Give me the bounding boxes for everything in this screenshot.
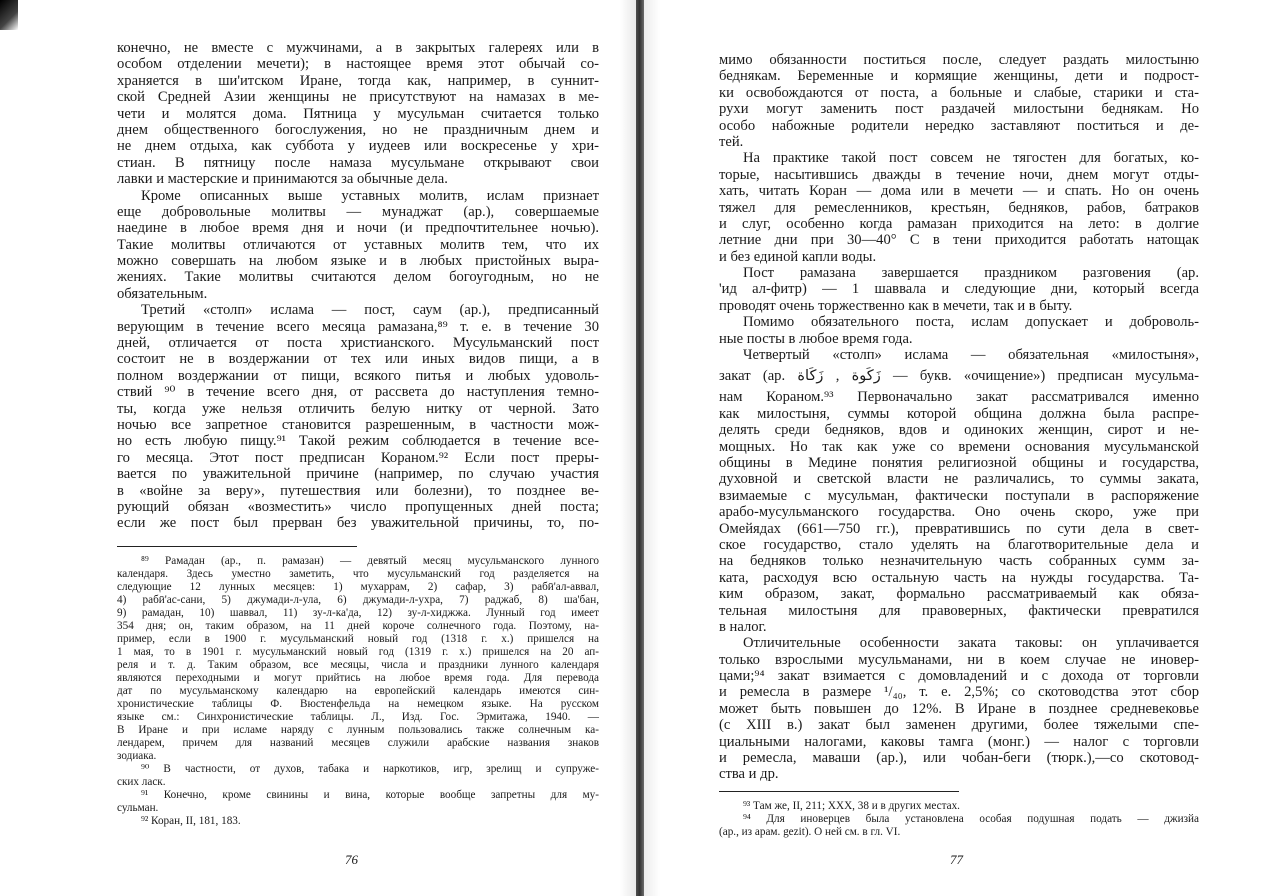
text-line: рующий обязан «возместить» число пропущенных дней поста; bbox=[117, 498, 599, 515]
page-number-right: 77 bbox=[950, 852, 963, 867]
text-line: можно совершать на любом языке и в любых пристойных выра- bbox=[117, 253, 599, 270]
text-line: тей. bbox=[719, 133, 744, 150]
footnote-line: сульман. bbox=[117, 801, 159, 814]
text-line: не днем отдыха, как суббота у иудеев или воскресенье у хри- bbox=[117, 138, 599, 155]
text-line: взимаемые с мусульман, фактически поступали в распоряжение bbox=[719, 487, 1199, 504]
left-page bbox=[117, 40, 599, 828]
text-line: беднякам. Беременные и кормящие женщины, дети и подрост- bbox=[719, 68, 1199, 85]
text-line: (с XIII в.) закат был заменен другими, более тяжелыми спе- bbox=[719, 717, 1199, 734]
text-line: На практике такой пост совсем не тягостен для богатых, ко- bbox=[743, 150, 1199, 167]
footnote-line: пример, если в 1900 г. мусульманский новый год (1318 г. х.) пришелся на bbox=[117, 632, 599, 645]
text-line: нам Кораном.⁹³ Первоначально закат рассматривался именно bbox=[719, 389, 1199, 406]
text-line: особом отделении мечети); в настоящее время этот обычай со- bbox=[117, 56, 599, 73]
right-page bbox=[719, 52, 1199, 839]
footnote-line: ⁹³ Там же, II, 211; XXX, 38 и в других местах. bbox=[743, 799, 960, 812]
footnote-line: ⁹² Коран, II, 181, 183. bbox=[141, 814, 241, 827]
text-line: летние дни при 30—40° С в тени приходится работать натощак bbox=[719, 232, 1199, 249]
text-line: Третий «столп» ислама — пост, саум (ар.), предписанный bbox=[141, 302, 599, 319]
text-line: Такие молитвы отличаются от уставных молитв тем, что их bbox=[117, 236, 599, 253]
text-line: храняется в ши'итском Иране, тогда как, например, в суннит- bbox=[117, 72, 599, 89]
text-line: ночью все запретное становится разрешенным, в частности мож- bbox=[117, 416, 599, 433]
text-line: арабо-мусульманского государства. Оно очень скоро, уже при bbox=[719, 504, 1199, 521]
right-page-body bbox=[719, 52, 1199, 783]
text-line: вается по уважительной причине (например, по случаю участия bbox=[117, 466, 599, 483]
text-line: проводят очень торжественно как в мечети, так и в быту. bbox=[719, 297, 1073, 314]
footnote-line: являются переходными и могут прийтись на любое время года. Для перевода bbox=[117, 671, 599, 684]
left-page-body bbox=[117, 40, 599, 532]
footnote-rule bbox=[719, 791, 959, 792]
left-page-footnotes bbox=[117, 555, 599, 828]
text-line: циальными налогами, каковы тамга (монг.) — налог с торговли bbox=[719, 733, 1199, 750]
footnote-line: дат по мусульманскому календарю на европейский календарь имеются син- bbox=[117, 684, 599, 697]
text-line: только взрослыми мусульманами, ни в коем случае не иновер- bbox=[719, 651, 1199, 668]
text-line: но есть любую пищу.⁹¹ Такой режим соблюдается в течение все- bbox=[117, 433, 599, 450]
text-line: днем общественного богослужения, но не праздничным днем и bbox=[117, 121, 599, 138]
page-number-left: 76 bbox=[345, 852, 358, 867]
text-line: особо набожные родители нередко заставляют поститься и де- bbox=[719, 117, 1199, 134]
footnote-line: ских ласк. bbox=[117, 775, 166, 788]
text-line: тельная милостыня для правоверных, фактически превратился bbox=[719, 602, 1199, 619]
text-line: и слуг, особенно когда рамазан приходится на лето: в долгие bbox=[719, 215, 1199, 232]
text-line: наедине в любое время дня и ночи (и предпочтительнее ночью). bbox=[117, 220, 599, 237]
text-line: общины в Медине понятия религиозной общины и государства, bbox=[719, 454, 1199, 471]
text-line: Четвертый «столп» ислама — обязательная «милостыня», bbox=[743, 347, 1199, 364]
text-line: на бедняков только незначительную часть собранных сумм за- bbox=[719, 553, 1199, 570]
text-line: еще добровольные молитвы — мунаджат (ар.), совершаемые bbox=[117, 203, 599, 220]
footnote-line: 4) рабӣ'ас-сани, 5) джумади-л-ула, 6) джумади-л-ухра, 7) раджаб, 8) ша'бан, bbox=[117, 593, 599, 606]
text-line: цами;⁹⁴ закат взимается с домовладений и с дохода от торговли bbox=[719, 668, 1199, 685]
text-line: Отличительные особенности заката таковы: он уплачивается bbox=[743, 635, 1199, 652]
text-line: мощных. Но так как уже со времени основания мусульманской bbox=[719, 438, 1199, 455]
footnote-line: В Иране и при исламе наряду с лунным пользовались также солнечным ка- bbox=[117, 723, 599, 736]
text-line: и ремесла в размере ¹/₄₀, т. е. 2,5%; со скотоводства этот сбор bbox=[719, 684, 1199, 701]
text-line: Пост рамазана завершается праздником разговения (ар. bbox=[743, 265, 1199, 282]
text-line: делять среди бедняков, вдов и одиноких женщин, сирот и не- bbox=[719, 422, 1199, 439]
text-line: в налог. bbox=[719, 618, 767, 635]
text-line: 'ид ал-фитр) — 1 шаввала и следующие дни, который всегда bbox=[719, 281, 1199, 298]
text-line: Омейядах (661—750 гг.), превратившись по сути дела в свет- bbox=[719, 520, 1199, 537]
text-line: обязательным. bbox=[117, 285, 208, 302]
text-line: закат (ар. زَكَوة , زَكَاة — букв. «очищение») предписан мусульма- bbox=[719, 368, 1200, 385]
footnote-line: языке см.: Синхронистические таблицы. Л., Изд. Гос. Эрмитажа, 1940. — bbox=[117, 710, 599, 723]
right-page-footnotes bbox=[719, 800, 1199, 839]
footnote-line: ⁸⁹ Рамадан (ар., п. рамазан) — девятый месяц мусульманского лунного bbox=[141, 554, 599, 567]
text-line: ское государство, стало уделять на благотворительные дела и bbox=[719, 536, 1199, 553]
footnote-line: зодиака. bbox=[117, 749, 157, 762]
text-line: состоит не в воздержании от тех или иных видов пищи, а в bbox=[117, 351, 599, 368]
book-spine bbox=[636, 0, 644, 896]
footnote-line: ⁹⁰ В частности, от духов, табака и наркотиков, игр, зрелищ и супруже- bbox=[141, 762, 599, 775]
footnote-line: календаря. Здесь уместно заметить, что мусульманский год разделяется на bbox=[117, 567, 599, 580]
text-line: ката, расходуя всю остальную часть на нужды государства. Та- bbox=[719, 569, 1199, 586]
footnote-line: хронистические таблицы Ф. Вюстенфельда на немецком языке. На русском bbox=[117, 697, 599, 710]
text-line: жениях. Такие молитвы считаются делом богоугодным, но не bbox=[117, 269, 599, 286]
text-line: ки освобождаются от поста, а больные и слабые, старики и ста- bbox=[719, 84, 1199, 101]
text-line: верующим в течение всего месяца рамазана,⁸⁹ т. е. в течение 30 bbox=[117, 318, 599, 335]
text-line: чети и молятся дома. Пятница у мусульман считается только bbox=[117, 105, 599, 122]
text-line: мимо обязанности поститься после, следует раздать милостыню bbox=[719, 52, 1199, 68]
text-line: в «войне за веру», путешествия или болезни), то позднее ве- bbox=[117, 482, 599, 499]
text-line: тяжел для ремесленников, крестьян, бедняков, рабов, батраков bbox=[719, 199, 1199, 216]
text-line: полном воздержании от пищи, всякого питья и любых удоволь- bbox=[117, 367, 599, 384]
text-line: может быть повышен до 12%. В Иране в позднее средневековье bbox=[719, 700, 1199, 717]
footnote-line: ⁹⁴ Для иноверцев была установлена особая подушная подать — джизйа bbox=[743, 812, 1199, 825]
scan-corner-mark bbox=[0, 0, 18, 30]
text-line: го месяца. Этот пост предписан Кораном.⁹² Если пост преры- bbox=[117, 449, 599, 466]
text-line: и без единой капли воды. bbox=[719, 248, 877, 265]
footnote-line: 354 дня; он, таким образом, на 11 дней короче солнечного года. Поэтому, на- bbox=[117, 619, 599, 632]
text-line: и ремесла, маваши (ар.), или чобан-беги (тюрк.),—со скотовод- bbox=[719, 750, 1199, 767]
text-line: ства и др. bbox=[719, 766, 779, 783]
text-line: Помимо обязательного поста, ислам допускает и доброволь- bbox=[743, 314, 1199, 331]
text-line: конечно, не вместе с мужчинами, а в закрытых галереях или в bbox=[117, 40, 599, 56]
text-line: как милостыня, суммы которой община должна была распре- bbox=[719, 405, 1199, 422]
text-line: ким образом, закат, формально рассматриваемый как обяза- bbox=[719, 586, 1199, 603]
text-line: лавки и мастерские и принимаются за обычные дела. bbox=[117, 171, 448, 188]
text-line: ствий ⁹⁰ в течение всего дня, от рассвета до наступления темно- bbox=[117, 384, 599, 401]
text-line: торые, насытившись дважды в течение ночи, днем могут отды- bbox=[719, 166, 1199, 183]
text-line: хать, читать Коран — дома или в мечети — и спать. Но он очень bbox=[719, 183, 1199, 200]
text-line: Кроме описанных выше уставных молитв, ислам признает bbox=[141, 187, 599, 204]
footnote-line: (ар., из арам. gezit). О ней см. в гл. VI. bbox=[719, 825, 901, 838]
footnote-rule bbox=[117, 546, 357, 547]
footnote-line: реля и т. д. Таким образом, все месяцы, числа и праздники лунного календаря bbox=[117, 658, 599, 671]
text-line: ные посты в любое время года. bbox=[719, 330, 913, 347]
text-line: стиан. В пятницу после намаза мусульмане открывают свои bbox=[117, 154, 599, 171]
text-line: дней, отличается от поста христианского. Мусульманский пост bbox=[117, 335, 599, 352]
footnote-line: лендарем, причем для названий месяцев служили арабские названия знаков bbox=[117, 736, 599, 749]
text-line: если же пост был прерван без уважительной причины, то, по- bbox=[117, 515, 599, 532]
text-line: духовной и светской власти не различались, то суммы заката, bbox=[719, 471, 1199, 488]
footnote-line: следующие 12 лунных месяцев: 1) мухаррам, 2) сафар, 3) рабӣ'ал-аввал, bbox=[117, 580, 599, 593]
text-line: ской Средней Азии женщины не присутствуют на намазах в ме- bbox=[117, 89, 599, 106]
footnote-line: ⁹¹ Конечно, кроме свинины и вина, которые вообще запретны для му- bbox=[141, 788, 599, 801]
text-line: ты, когда уже нельзя отличить белую нитку от черной. Зато bbox=[117, 400, 599, 417]
text-line: рухи могут заменить пост раздачей милостыни беднякам. Но bbox=[719, 101, 1199, 118]
footnote-line: 9) рамадан, 10) шаввал, 11) зу-л-ка'да, 12) зу-л-хиджжа. Лунный год имеет bbox=[117, 606, 599, 619]
footnote-line: 1 мая, то в 1901 г. мусульманский новый год (1319 г. х.) пришелся на 20 ап- bbox=[117, 645, 599, 658]
